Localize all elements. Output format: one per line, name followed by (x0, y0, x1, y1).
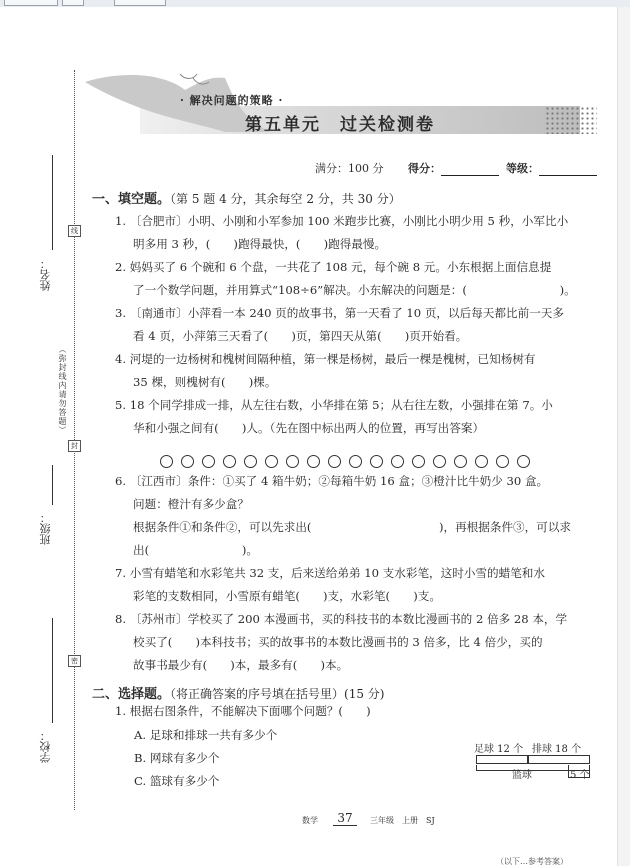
student-circle[interactable] (223, 455, 236, 468)
page-edge (617, 7, 630, 866)
question-text: 问题：橙汁有多少盒？ (133, 497, 249, 511)
football-segment (476, 755, 528, 764)
student-circle[interactable] (349, 455, 362, 468)
grade-field[interactable] (506, 160, 597, 176)
question-text: 出( )。 (133, 543, 258, 557)
question-text: 根据条件①和条件②，可以先求出( )，再根据条件③，可以求 (133, 520, 572, 534)
question-text: 6. 〔江西市〕条件：①买了 4 箱牛奶；②每箱牛奶 16 盒；③橙汁比牛奶少 30 盒。 (115, 474, 549, 488)
question-text: 5. 18 个同学排成一排，从左往右数，小华排在第 5；从右往左数，小强排在第 7。小 (115, 398, 553, 412)
ball-diagram (470, 738, 600, 788)
page-number: 37 (333, 811, 357, 826)
volleyball-segment (528, 755, 590, 764)
student-circle[interactable] (202, 455, 215, 468)
class-label: 班级： (39, 512, 52, 545)
student-circle[interactable] (160, 455, 173, 468)
question-text: 故事书最少有( )本，最多有( )本。 (133, 658, 349, 672)
question-text: 35 棵，则槐树有( )棵。 (133, 375, 277, 389)
student-circle[interactable] (370, 455, 383, 468)
student-circle[interactable] (412, 455, 425, 468)
footer-grade: 三年级 上册 SJ (370, 816, 435, 825)
section-detail: （第 5 题 4 分，其余每空 2 分，共 30 分） (170, 192, 401, 206)
seal-mark: 封 (68, 440, 81, 452)
seal-note: （弥封线内请勿答题） (58, 345, 67, 435)
student-circle[interactable] (286, 455, 299, 468)
question-6 (115, 470, 597, 562)
student-circle[interactable] (433, 455, 446, 468)
question-5 (115, 394, 597, 440)
student-circle[interactable] (496, 455, 509, 468)
question-text: 彩笔的支数相同，小雪原有蜡笔( )支，水彩笔( )支。 (133, 589, 441, 603)
question-text: 4. 河堤的一边杨树和槐树间隔种植，第一棵是杨树，最后一棵是槐树，已知杨树有 (115, 352, 536, 366)
school-line (52, 618, 53, 723)
student-circle[interactable] (181, 455, 194, 468)
grade-label: 等级： (506, 162, 539, 175)
question-4 (115, 348, 597, 394)
name-label: 姓名： (39, 258, 52, 291)
question-text: 了一个数学问题，并用算式“108÷6”解决。小东解决的问题是：( )。 (133, 283, 576, 297)
question-text: 2. 妈妈买了 6 个碗和 6 个盘，一共花了 108 元，每个碗 8 元。小东根据上面信息提 (115, 260, 552, 274)
student-circle[interactable] (475, 455, 488, 468)
question-text: 校买了( )本科技书；买的故事书的本数比漫画书的 3 倍多，比 4 倍少，买的 (133, 635, 543, 649)
full-score: 满分：100 分 (315, 162, 384, 175)
question-8 (115, 608, 597, 677)
page-title: 第五单元 过关检测卷 (245, 115, 435, 135)
section-heading (92, 188, 401, 207)
option-c[interactable]: C. 篮球有多少个 (134, 774, 220, 788)
student-circle[interactable] (307, 455, 320, 468)
question-3 (115, 302, 597, 348)
student-circle[interactable] (454, 455, 467, 468)
question-text: 华和小强之间有( )人。（先在图中标出两人的位置，再写出答案） (133, 421, 485, 435)
question-text: 明多用 3 秒，( )跑得最快，( )跑得最慢。 (133, 237, 387, 251)
toolbar-button[interactable] (62, 0, 84, 6)
question-1 (115, 210, 597, 256)
student-circle[interactable] (244, 455, 257, 468)
choice-question-1 (115, 700, 597, 723)
score-blank[interactable] (441, 163, 499, 176)
option-a[interactable]: A. 足球和排球一共有多少个 (134, 728, 278, 742)
section-title: 一、填空题。 (92, 192, 171, 207)
seal-mark: 线 (68, 225, 81, 237)
student-circle[interactable] (265, 455, 278, 468)
student-circle[interactable] (517, 455, 530, 468)
footer-subject: 数学 (302, 816, 318, 825)
seal-mark: 密 (68, 655, 81, 667)
question-text: 看 4 页，小萍第三天看了( )页，第四天从第( )页开始看。 (133, 329, 468, 343)
question-text: 8. 〔苏州市〕学校买了 200 本漫画书，买的科技书的本数比漫画书的 2 倍多 28 本，学 (115, 612, 568, 626)
student-circle[interactable] (391, 455, 404, 468)
toolbar-button[interactable] (4, 0, 58, 6)
question-text: 1. 根据右图条件，不能解决下面哪个问题？( ) (115, 704, 371, 718)
class-line (52, 465, 53, 505)
basketball-label: 篮球 (512, 770, 532, 781)
volleyball-label: 排球 18 个 (532, 744, 582, 755)
question-text: 7. 小雪有蜡笔和水彩笔共 32 支，后来送给弟弟 10 支水彩笔，这时小雪的蜡笔和水 (115, 566, 545, 580)
grade-blank[interactable] (539, 163, 597, 176)
name-line (52, 155, 53, 250)
score-label: 得分： (408, 162, 441, 175)
football-label: 足球 12 个 (474, 744, 524, 755)
question-text: 3. 〔南通市〕小萍看一本 240 页的故事书，第一天看了 10 页，以后每天都比前一天多 (115, 306, 564, 320)
corner-note: （以下…参考答案） (496, 857, 568, 866)
question-2 (115, 256, 597, 302)
question-text: 1. 〔合肥市〕小明、小刚和小军参加 100 米跑步比赛，小刚比小明少用 5 秒，小军比小 (115, 214, 569, 228)
score-field[interactable] (408, 160, 499, 176)
diff-label: 5 个 (570, 770, 590, 781)
option-b[interactable]: B. 网球有多少个 (134, 751, 220, 765)
question-7 (115, 562, 597, 608)
toolbar-button[interactable] (114, 0, 166, 6)
section-detail: （将正确答案的序号填在括号里）(15 分) (170, 687, 385, 701)
section-title: 二、选择题。 (92, 687, 171, 702)
student-circle[interactable] (328, 455, 341, 468)
student-circles (160, 455, 540, 469)
section-strategy: · 解决问题的策略 · (180, 94, 284, 107)
school-label: 学校： (39, 730, 52, 763)
